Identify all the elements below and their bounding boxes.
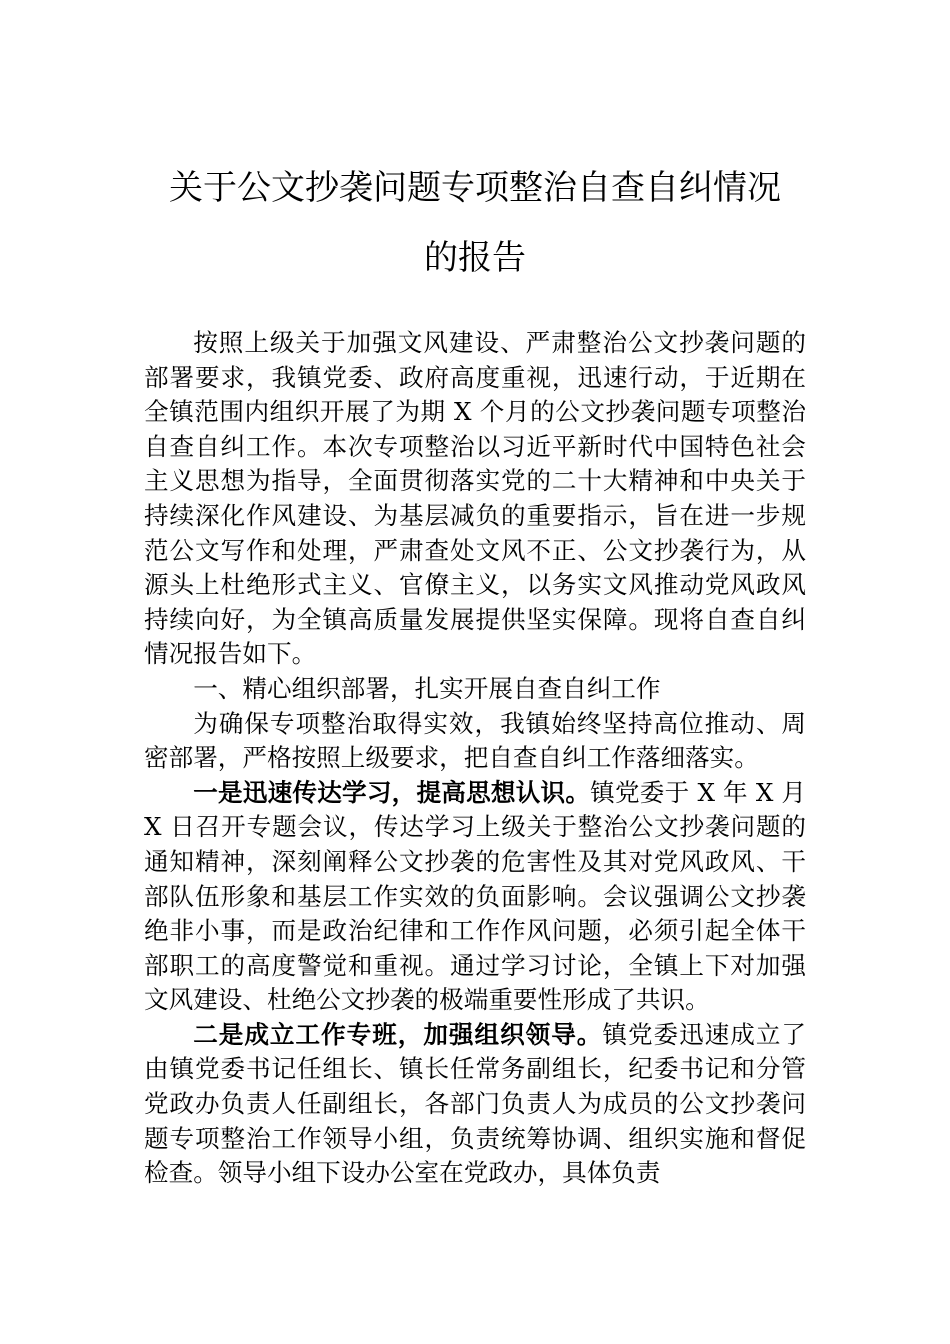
point-1-text: 镇党委于 X 年 X 月 X 日召开专题会议，传达学习上级关于整治公文抄袭问题的通知精神，深刻阐释公文抄袭的危害性及其对党风政风、干部队伍形象和基层工作实效的负面影响。会议强调公文抄袭绝非小事，而是政治纪律和工作作风问题，必须引起全体干部职工的高度警觉和重视。通过学习讨论，全镇上下对加强文风建设、杜绝公文抄袭的极端重要性形成了共识。 — [144, 777, 806, 1015]
point-2-paragraph — [144, 1018, 806, 1191]
intro-paragraph: 按照上级关于加强文风建设、严肃整治公文抄袭问题的部署要求，我镇党委、政府高度重视，迅速行动，于近期在全镇范围内组织开展了为期 X 个月的公文抄袭问题专项整治自查自纠工作。本次专项整治以习近平新时代中国特色社会主义思想为指导，全面贯彻落实党的二十大精神和中央关于持续深化作风建设、为基层减负的重要指示，旨在进一步规范公文写作和处理，严肃查处文风不正、公文抄袭行为，从源头上杜绝形式主义、官僚主义，以务实文风推动党风政风持续向好，为全镇高质量发展提供坚实保障。现将自查自纠情况报告如下。 — [144, 328, 806, 669]
point-2-lead: 二是成立工作专班，加强组织领导。 — [193, 1019, 603, 1049]
document-body — [144, 326, 806, 1191]
point-1-paragraph — [144, 776, 806, 1018]
section-1-intro-paragraph: 为确保专项整治取得实效，我镇始终坚持高位推动、周密部署，严格按照上级要求，把自查自纠工作落细落实。 — [144, 708, 806, 773]
point-2-text: 镇党委迅速成立了由镇党委书记任组长、镇长任常务副组长，纪委书记和分管党政办负责人任副组长，各部门负责人为成员的公文抄袭问题专项整治工作领导小组，负责统筹协调、组织实施和督促检查。领导小组下设办公室在党政办，具体负责 — [144, 1019, 806, 1188]
document-title-line-1: 关于公文抄袭问题专项整治自查自纠情况 — [169, 168, 781, 208]
section-1-heading: 一、精心组织部署，扎实开展自查自纠工作 — [193, 673, 661, 703]
point-1-lead: 一是迅速传达学习，提高思想认识。 — [193, 777, 591, 807]
document-title-line-2: 的报告 — [424, 238, 526, 278]
